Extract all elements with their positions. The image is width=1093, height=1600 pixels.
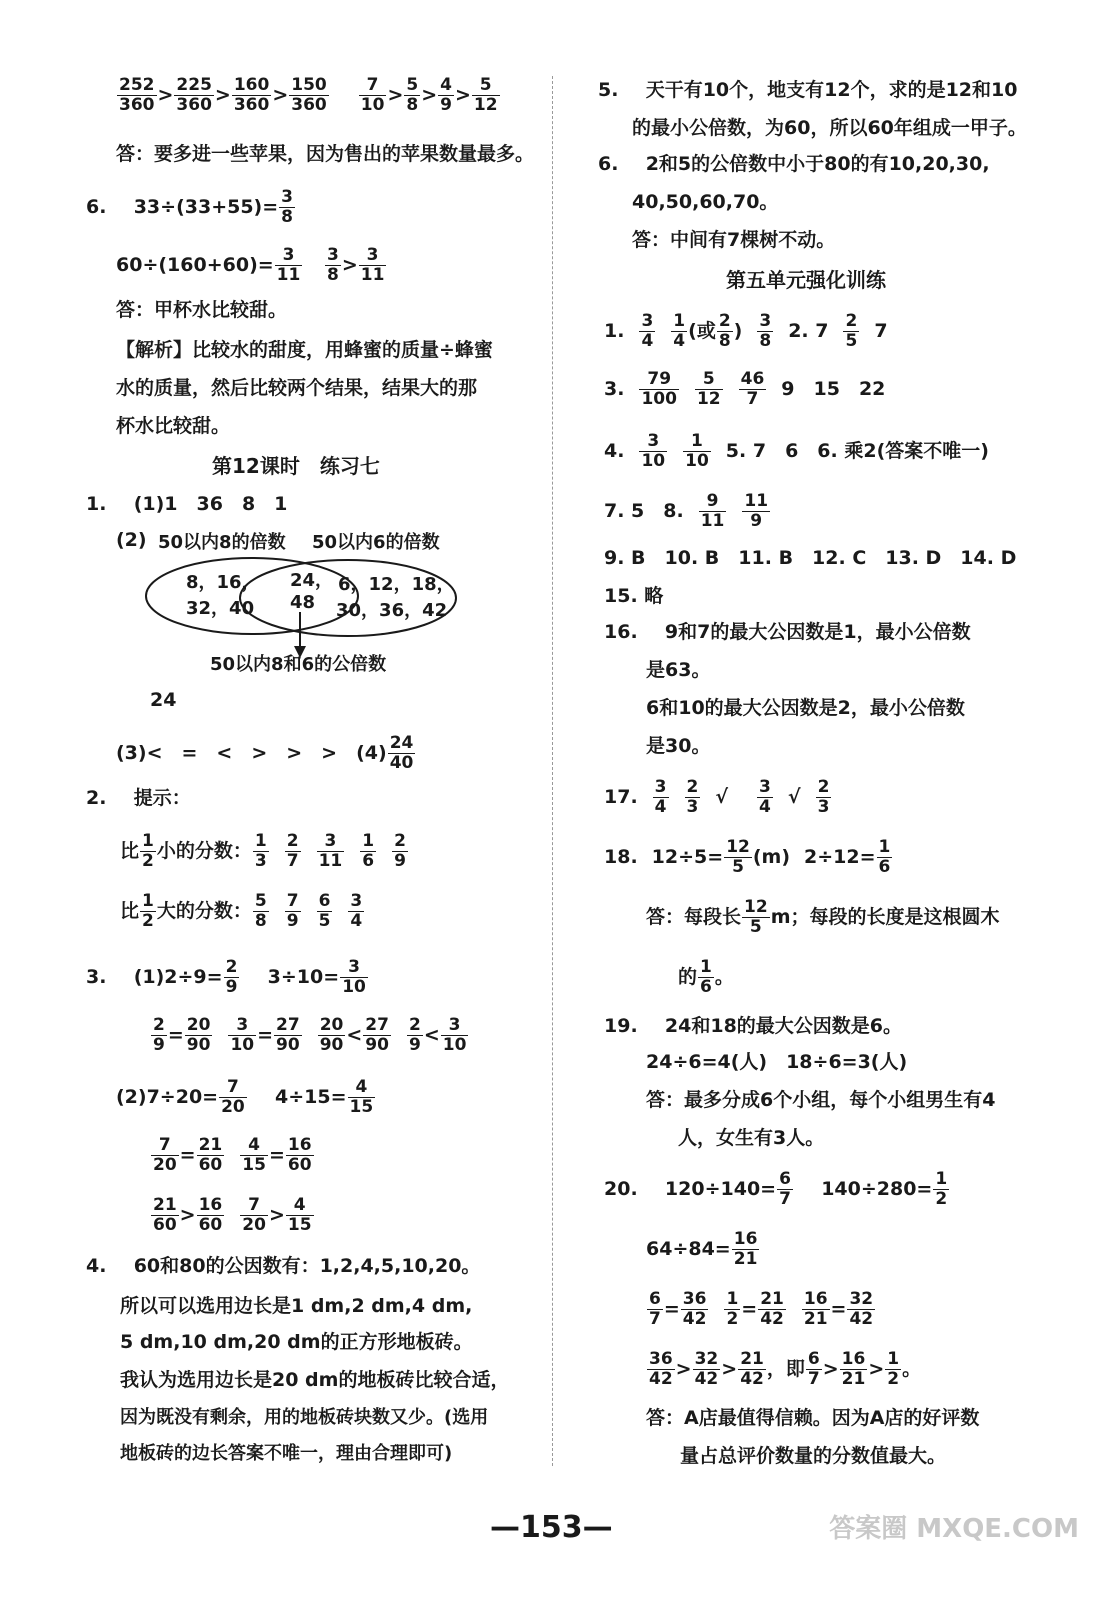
right-q6-line-3: 答：中间有7棵树不动。 (632, 229, 836, 251)
r20-b: 140÷280= (821, 1178, 933, 1200)
text: 比 (120, 900, 140, 922)
left-q6-line-2 (116, 246, 387, 285)
fraction: $\frac{2}{7}$ (286, 831, 299, 871)
fraction: $\frac{7}{20}$ (153, 1135, 177, 1175)
text: 2. 7 (788, 320, 829, 342)
text: 的 (678, 966, 698, 988)
text: 18. (604, 846, 638, 868)
text: 小的分数： (156, 840, 252, 862)
fraction: $\frac{2}{3}$ (686, 777, 699, 817)
text: 答：每段长 (646, 906, 742, 928)
fraction: $\frac{1}{2}$ (887, 1349, 900, 1389)
text: √ (715, 786, 729, 808)
left-q4-line-2: 所以可以选用边长是1 dm,2 dm,4 dm, (120, 1295, 473, 1317)
left-q4-line-4: 我认为选用边长是20 dm的地板砖比较合适， (120, 1369, 510, 1391)
r-q5-text-1: 天干有10个，地支有12个，求的是12和10 (645, 79, 1018, 101)
fraction: $\frac{7}{10}$ (360, 75, 385, 115)
fraction: $\frac{3}{8}$ (281, 187, 293, 227)
text: ，即 (766, 1358, 805, 1380)
fraction: $\frac{1}{6}$ (700, 957, 712, 997)
fraction: $\frac{7}{20}$ (221, 1077, 245, 1117)
left-q3-line-2 (150, 1016, 469, 1055)
left-q4-line-3: 5 dm,10 dm,20 dm的正方形地板砖。 (120, 1331, 473, 1353)
r16-text-1: 9和7的最大公因数是1，最小公倍数 (664, 621, 971, 643)
q6-number: 6. (86, 196, 107, 218)
text: > (454, 84, 471, 106)
text: 1. (604, 320, 625, 342)
fraction: $\frac{5}{12}$ (473, 75, 498, 115)
text: > (822, 1358, 839, 1380)
right-r18-answer (646, 898, 1000, 937)
right-r3 (604, 370, 885, 409)
text: > (868, 1358, 885, 1380)
text: > (341, 254, 358, 276)
right-r1 (604, 312, 888, 351)
left-q1-24: 24 (150, 689, 177, 711)
text: = (741, 1298, 758, 1320)
fraction: $\frac{5}{8}$ (406, 75, 419, 115)
fraction: $\frac{21}{60}$ (198, 1135, 223, 1175)
fraction: $\frac{79}{100}$ (641, 369, 677, 409)
venn-bottom-label: 50以内8和6的公倍数 (210, 654, 387, 675)
text: > (387, 84, 404, 106)
fraction: $\frac{27}{90}$ (276, 1015, 300, 1055)
fraction: $\frac{9}{11}$ (700, 491, 725, 531)
text: = (663, 1298, 680, 1320)
text: 。 (902, 1358, 922, 1380)
left-q3-line-1 (86, 958, 369, 997)
text: 4. (604, 440, 625, 462)
r-q6-text-1: 2和5的公倍数中小于80的有10,20,30, (645, 153, 990, 175)
q3-2b: 4÷15= (275, 1086, 347, 1108)
text: > (214, 84, 231, 106)
right-r20-line-1 (604, 1170, 950, 1209)
text: > (421, 84, 438, 106)
r16-number: 16. (604, 621, 638, 643)
text: < (423, 1024, 440, 1046)
fraction: $\frac{16}{21}$ (841, 1349, 866, 1389)
fraction: $\frac{2}{9}$ (153, 1015, 165, 1055)
left-q1-line-1 (86, 492, 287, 516)
right-q6-line-2: 40,50,60,70。 (632, 191, 779, 213)
text: √ (787, 786, 801, 808)
left-line-1 (116, 76, 501, 115)
fraction: $\frac{2}{9}$ (394, 831, 406, 871)
right-r19-line-4: 人，女生有3人。 (678, 1127, 825, 1149)
left-q1-part3 (116, 734, 416, 773)
text: m；每段的长度是这根圆木 (770, 906, 1000, 928)
right-r20-answer-1: 答：A店最值得信赖。因为A店的好评数 (646, 1407, 980, 1429)
q2-hint: 提示： (133, 787, 191, 809)
right-r20-answer-2: 量占总评价数量的分数值最大。 (680, 1445, 947, 1467)
fraction: $\frac{1}{6}$ (878, 837, 891, 877)
fraction: $\frac{16}{60}$ (198, 1195, 223, 1235)
left-q2-line-1 (86, 786, 191, 810)
right-r18 (604, 838, 893, 877)
right-r19-line-3: 答：最多分成6个小组，每个小组男生有4 (646, 1089, 996, 1111)
fraction: $\frac{1}{2}$ (726, 1289, 739, 1329)
right-r16-line-4: 是30。 (646, 735, 711, 757)
left-q6-analysis-3: 杯水比较甜。 (116, 415, 231, 437)
fraction: $\frac{27}{90}$ (365, 1015, 389, 1055)
fraction: $\frac{12}{5}$ (726, 837, 750, 877)
left-q6-line-1 (86, 188, 296, 227)
q3-2a: (2)7÷20= (116, 1086, 219, 1108)
right-r20-line-2 (646, 1230, 760, 1269)
left-q4-line-5: 因为既没有剩余，用的地板砖块数又少。(选用 (120, 1407, 489, 1428)
left-q3-line-3 (116, 1078, 376, 1117)
fraction: $\frac{1}{2}$ (935, 1169, 948, 1209)
text: > (268, 1204, 285, 1226)
text: = (257, 1024, 274, 1046)
right-r17 (604, 778, 832, 817)
text: ) (733, 320, 743, 342)
right-r20-line-4 (646, 1350, 921, 1389)
right-r19-line-1 (604, 1014, 902, 1038)
text: > (675, 1358, 692, 1380)
r19-number: 19. (604, 1015, 638, 1037)
text: > (721, 1358, 738, 1380)
fraction: $\frac{6}{7}$ (807, 1349, 820, 1389)
fraction: $\frac{11}{9}$ (744, 491, 769, 531)
q2-number: 2. (86, 787, 107, 809)
text: = (268, 1144, 285, 1166)
text: 。 (714, 966, 734, 988)
right-r4 (604, 432, 989, 471)
fraction: $\frac{3}{10}$ (230, 1015, 255, 1055)
left-q4-line-1 (86, 1254, 480, 1278)
fraction: $\frac{2}{8}$ (718, 311, 731, 351)
text: 大的分数： (156, 900, 252, 922)
fraction: $\frac{1}{6}$ (362, 831, 375, 871)
fraction: $\frac{4}{15}$ (287, 1195, 312, 1235)
fraction: $\frac{46}{7}$ (740, 369, 765, 409)
text: = (167, 1024, 184, 1046)
text: 7 (874, 320, 888, 342)
fraction: $\frac{1}{2}$ (142, 891, 154, 931)
right-r20-line-3 (646, 1290, 876, 1329)
left-q2-small (120, 832, 409, 871)
fraction: $\frac{36}{42}$ (682, 1289, 707, 1329)
left-q6-analysis-1: 【解析】比较水的甜度，用蜂蜜的质量÷蜂蜜 (116, 339, 493, 361)
right-r16-line-1 (604, 620, 971, 644)
right-r7 (604, 492, 771, 531)
fraction: $\frac{21}{42}$ (760, 1289, 784, 1329)
unit-title: 第五单元强化训练 (726, 268, 886, 292)
fraction: $\frac{7}{9}$ (286, 891, 299, 931)
fraction: $\frac{21}{60}$ (153, 1195, 177, 1235)
q1-part1: (1)1 36 8 1 (133, 493, 288, 515)
text: 2÷12= (804, 846, 876, 868)
fraction: $\frac{252}{360}$ (119, 75, 155, 115)
page-number: —153— (490, 1510, 613, 1545)
fraction: $\frac{6}{7}$ (649, 1289, 661, 1329)
r19-text-1: 24和18的最大公因数是6。 (664, 1015, 903, 1037)
left-q2-big (120, 892, 365, 931)
text: (m) (752, 846, 791, 868)
left-q4-line-6: 地板砖的边长答案不唯一，理由合理即可) (120, 1443, 453, 1464)
fraction: $\frac{3}{4}$ (759, 777, 771, 817)
fraction: $\frac{4}{15}$ (242, 1135, 266, 1175)
fraction: $\frac{21}{42}$ (740, 1349, 764, 1389)
watermark: 答案圈 MXQE.COM (829, 1514, 1079, 1544)
fraction: $\frac{20}{90}$ (186, 1015, 211, 1055)
text: > (179, 1204, 196, 1226)
left-q3-line-5 (150, 1196, 315, 1235)
fraction: $\frac{16}{21}$ (733, 1229, 758, 1269)
text: (或 (688, 320, 716, 342)
text: < (346, 1024, 363, 1046)
fraction: $\frac{225}{360}$ (176, 75, 212, 115)
fraction: $\frac{20}{90}$ (319, 1015, 344, 1055)
r20-number: 20. (604, 1178, 638, 1200)
text: > (157, 84, 174, 106)
fraction: $\frac{160}{360}$ (233, 75, 270, 115)
q6-expression-a: 33÷(33+55)= (133, 196, 279, 218)
fraction: $\frac{12}{5}$ (744, 897, 768, 937)
venn-left-set-1: 8，16， (186, 572, 260, 593)
right-q5-line-1 (598, 78, 1017, 102)
venn-right-set-2: 30，36，42 (336, 600, 448, 621)
left-q6-analysis-2: 水的质量，然后比较两个结果，结果大的那 (116, 377, 478, 399)
right-r16-line-3: 6和10的最大公因数是2，最小公倍数 (646, 697, 965, 719)
left-q3-line-4 (150, 1136, 315, 1175)
r20-a: 120÷140= (664, 1178, 777, 1200)
fraction: $\frac{5}{12}$ (696, 369, 721, 409)
venn-common-2: 48 (290, 592, 316, 613)
fraction: $\frac{4}{9}$ (440, 75, 452, 115)
fraction: $\frac{3}{8}$ (759, 311, 772, 351)
text: 9 15 22 (781, 378, 886, 400)
fraction: $\frac{16}{60}$ (287, 1135, 312, 1175)
text: 7. 5 8. (604, 500, 684, 522)
fraction: $\frac{3}{11}$ (318, 831, 343, 871)
left-answer-apples: 答：要多进一些苹果，因为售出的苹果数量最多。 (116, 143, 535, 165)
fraction: $\frac{3}{11}$ (276, 245, 301, 285)
fraction: $\frac{2}{3}$ (817, 777, 830, 817)
right-q5-line-2: 的最小公倍数，为60，所以60年组成一甲子。 (632, 117, 1027, 139)
text: 3. (604, 378, 625, 400)
fraction: $\frac{3}{10}$ (442, 1015, 467, 1055)
column-divider (552, 76, 553, 1466)
fraction: $\frac{1}{4}$ (673, 311, 686, 351)
r-q6-number: 6. (598, 153, 619, 175)
fraction: $\frac{32}{42}$ (849, 1289, 874, 1329)
fraction: $\frac{4}{15}$ (349, 1077, 374, 1117)
text: 5. 7 6 6. 乘2(答案不唯一) (725, 440, 989, 462)
fraction: $\frac{24}{40}$ (389, 733, 414, 773)
text: 12÷5= (651, 846, 724, 868)
text: 比 (120, 840, 140, 862)
q3-1a: (1)2÷9= (133, 966, 223, 988)
fraction: $\frac{5}{8}$ (254, 891, 267, 931)
q3-1b: 3÷10= (267, 966, 340, 988)
fraction: $\frac{3}{4}$ (350, 891, 363, 931)
fraction: $\frac{2}{9}$ (408, 1015, 421, 1055)
venn-common-1: 24， (290, 570, 334, 591)
q6-expression-b: 60÷(160+60)= (116, 254, 274, 276)
text: = (830, 1298, 847, 1320)
q1-part3-text: (3)< = < > > > (4) (116, 742, 387, 764)
fraction: $\frac{3}{10}$ (641, 431, 666, 471)
right-r16-line-2: 是63。 (646, 659, 711, 681)
fraction: $\frac{36}{42}$ (649, 1349, 673, 1389)
fraction: $\frac{6}{5}$ (318, 891, 331, 931)
right-r18-answer-2 (678, 958, 734, 997)
venn-left-label: 50以内8的倍数 (158, 532, 286, 553)
q1-number: 1. (86, 493, 107, 515)
fraction: $\frac{16}{21}$ (803, 1289, 828, 1329)
right-r19-line-2: 24÷6=4(人) 18÷6=3(人) (646, 1051, 908, 1073)
q4-text-1: 60和80的公因数有：1,2,4,5,10,20。 (133, 1255, 481, 1277)
fraction: $\frac{6}{7}$ (779, 1169, 791, 1209)
fraction: $\frac{3}{11}$ (360, 245, 385, 285)
fraction: $\frac{2}{9}$ (225, 957, 238, 997)
right-r15: 15. 略 (604, 585, 664, 607)
fraction: $\frac{1}{3}$ (254, 831, 267, 871)
fraction: $\frac{3}{4}$ (641, 311, 654, 351)
right-q6-line-1 (598, 152, 990, 176)
r-q5-number: 5. (598, 79, 619, 101)
fraction: $\frac{1}{2}$ (142, 831, 154, 871)
fraction: $\frac{3}{10}$ (342, 957, 366, 997)
right-r9: 9. B 10. B 11. B 12. C 13. D 14. D (604, 547, 1017, 569)
lesson-title: 第12课时 练习七 (212, 454, 380, 478)
fraction: $\frac{1}{10}$ (685, 431, 709, 471)
q3-number: 3. (86, 966, 107, 988)
text: > (272, 84, 289, 106)
q4-number: 4. (86, 1255, 107, 1277)
fraction: $\frac{7}{20}$ (242, 1195, 266, 1235)
left-q6-answer: 答：甲杯水比较甜。 (116, 299, 288, 321)
fraction: $\frac{150}{360}$ (291, 75, 327, 115)
fraction: $\frac{32}{42}$ (694, 1349, 719, 1389)
venn-left-set-2: 32，40 (186, 598, 255, 619)
fraction: $\frac{2}{5}$ (845, 311, 858, 351)
venn-right-label: 50以内6的倍数 (312, 532, 440, 553)
fraction: $\frac{3}{4}$ (654, 777, 667, 817)
fraction: $\frac{3}{8}$ (326, 245, 339, 285)
text: 17. (604, 786, 638, 808)
r20-c: 64÷84= (646, 1238, 731, 1260)
venn-right-set-1: 6，12，18， (338, 574, 455, 595)
left-q1-part2-label: (2) (116, 529, 147, 551)
text: = (179, 1144, 196, 1166)
